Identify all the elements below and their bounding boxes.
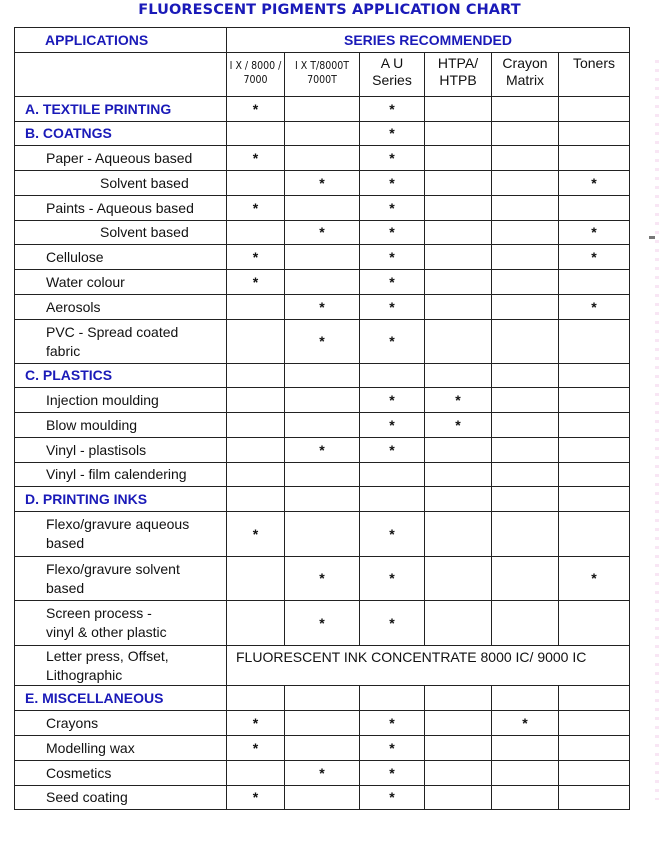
recommended-mark: * bbox=[559, 245, 630, 270]
scan-smudge bbox=[649, 236, 655, 239]
empty-cell bbox=[492, 388, 559, 413]
recommended-mark: * bbox=[360, 171, 425, 196]
table-row bbox=[15, 487, 630, 512]
empty-cell bbox=[559, 686, 630, 711]
empty-cell bbox=[285, 686, 360, 711]
application-label: PVC - Spread coated fabric bbox=[15, 320, 227, 364]
column-header-au-series: A U Series bbox=[360, 53, 425, 97]
recommended-mark: * bbox=[360, 295, 425, 320]
empty-cell bbox=[492, 196, 559, 221]
application-label: Water colour bbox=[15, 270, 227, 295]
empty-cell bbox=[285, 97, 360, 122]
recommended-mark: * bbox=[227, 146, 285, 171]
recommended-mark: * bbox=[227, 711, 285, 736]
empty-cell bbox=[227, 320, 285, 364]
application-label: Vinyl - film calendering bbox=[15, 463, 227, 487]
empty-cell bbox=[559, 512, 630, 557]
table-row bbox=[15, 295, 630, 320]
table-row bbox=[15, 270, 630, 295]
category-label: E. MISCELLANEOUS bbox=[15, 686, 227, 711]
empty-cell bbox=[285, 245, 360, 270]
recommended-mark: * bbox=[492, 711, 559, 736]
empty-cell bbox=[559, 487, 630, 512]
recommended-mark: * bbox=[425, 388, 492, 413]
empty-cell bbox=[559, 761, 630, 786]
column-header-toners: Toners bbox=[559, 53, 630, 97]
table-row bbox=[15, 320, 630, 364]
series-recommended-header: SERIES RECOMMENDED bbox=[227, 28, 630, 53]
recommended-mark: * bbox=[360, 761, 425, 786]
empty-cell bbox=[285, 388, 360, 413]
table-row bbox=[15, 601, 630, 646]
empty-cell bbox=[227, 122, 285, 146]
application-label: Cosmetics bbox=[15, 761, 227, 786]
table-row bbox=[15, 122, 630, 146]
empty-cell bbox=[425, 736, 492, 761]
table-row bbox=[15, 146, 630, 171]
empty-cell bbox=[425, 245, 492, 270]
empty-cell bbox=[492, 786, 559, 810]
empty-cell bbox=[360, 364, 425, 388]
table-row bbox=[15, 463, 630, 487]
table-row bbox=[15, 245, 630, 270]
table-row bbox=[15, 736, 630, 761]
empty-cell bbox=[492, 171, 559, 196]
application-chart-table bbox=[14, 27, 630, 810]
application-label: Blow moulding bbox=[15, 413, 227, 438]
empty-cell bbox=[227, 388, 285, 413]
application-label: Paints - Aqueous based bbox=[15, 196, 227, 221]
empty-cell bbox=[559, 320, 630, 364]
empty-cell bbox=[492, 736, 559, 761]
empty-cell bbox=[360, 487, 425, 512]
table-row bbox=[15, 646, 630, 686]
table-row bbox=[15, 557, 630, 601]
recommended-mark: * bbox=[360, 601, 425, 646]
recommended-mark: * bbox=[285, 557, 360, 601]
empty-cell bbox=[285, 122, 360, 146]
empty-cell bbox=[227, 295, 285, 320]
recommended-mark: * bbox=[360, 512, 425, 557]
recommended-mark: * bbox=[227, 97, 285, 122]
recommended-mark: * bbox=[360, 245, 425, 270]
empty-cell bbox=[559, 413, 630, 438]
empty-cell bbox=[425, 97, 492, 122]
empty-cell bbox=[425, 686, 492, 711]
empty-cell bbox=[425, 122, 492, 146]
recommended-mark: * bbox=[360, 438, 425, 463]
empty-cell bbox=[492, 487, 559, 512]
empty-cell bbox=[559, 364, 630, 388]
empty-cell bbox=[492, 761, 559, 786]
application-label: Injection moulding bbox=[15, 388, 227, 413]
empty-cell bbox=[425, 364, 492, 388]
empty-cell bbox=[559, 463, 630, 487]
recommended-mark: * bbox=[360, 97, 425, 122]
empty-cell bbox=[559, 736, 630, 761]
blank-header-cell bbox=[15, 53, 227, 97]
empty-cell bbox=[425, 786, 492, 810]
empty-cell bbox=[492, 512, 559, 557]
empty-cell bbox=[492, 320, 559, 364]
empty-cell bbox=[492, 97, 559, 122]
empty-cell bbox=[559, 97, 630, 122]
empty-cell bbox=[285, 736, 360, 761]
column-header-ixt-8000t-7000t: I X T/8000T 7000T bbox=[285, 53, 360, 97]
table-row bbox=[15, 97, 630, 122]
empty-cell bbox=[425, 512, 492, 557]
empty-cell bbox=[559, 270, 630, 295]
empty-cell bbox=[492, 364, 559, 388]
recommended-mark: * bbox=[360, 122, 425, 146]
empty-cell bbox=[559, 388, 630, 413]
table-row bbox=[15, 786, 630, 810]
category-label: B. COATNGS bbox=[15, 122, 227, 146]
recommended-mark: * bbox=[425, 413, 492, 438]
empty-cell bbox=[425, 438, 492, 463]
column-header-ix-8000-7000: I X / 8000 / 7000 bbox=[227, 53, 285, 97]
application-label: Solvent based bbox=[15, 171, 227, 196]
application-label: Aerosols bbox=[15, 295, 227, 320]
recommended-mark: * bbox=[227, 196, 285, 221]
table-row bbox=[15, 686, 630, 711]
empty-cell bbox=[425, 270, 492, 295]
table-row bbox=[15, 438, 630, 463]
recommended-mark: * bbox=[360, 221, 425, 245]
application-label: Modelling wax bbox=[15, 736, 227, 761]
empty-cell bbox=[425, 711, 492, 736]
empty-cell bbox=[227, 171, 285, 196]
application-label: Flexo/gravure solvent based bbox=[15, 557, 227, 601]
empty-cell bbox=[227, 761, 285, 786]
table-row bbox=[15, 196, 630, 221]
recommended-mark: * bbox=[285, 761, 360, 786]
empty-cell bbox=[425, 761, 492, 786]
recommended-mark: * bbox=[285, 295, 360, 320]
empty-cell bbox=[227, 463, 285, 487]
application-label: Paper - Aqueous based bbox=[15, 146, 227, 171]
empty-cell bbox=[559, 601, 630, 646]
column-header-row bbox=[15, 53, 630, 97]
empty-cell bbox=[425, 295, 492, 320]
table-row bbox=[15, 364, 630, 388]
empty-cell bbox=[559, 438, 630, 463]
recommended-mark: * bbox=[360, 711, 425, 736]
recommended-mark: * bbox=[360, 146, 425, 171]
empty-cell bbox=[227, 438, 285, 463]
application-label: Vinyl - plastisols bbox=[15, 438, 227, 463]
empty-cell bbox=[425, 171, 492, 196]
recommended-mark: * bbox=[227, 736, 285, 761]
recommended-mark: * bbox=[360, 270, 425, 295]
recommended-mark: * bbox=[360, 413, 425, 438]
recommended-mark: * bbox=[285, 171, 360, 196]
empty-cell bbox=[559, 146, 630, 171]
empty-cell bbox=[425, 557, 492, 601]
category-label: A. TEXTILE PRINTING bbox=[15, 97, 227, 122]
application-label: Screen process - vinyl & other plastic bbox=[15, 601, 227, 646]
recommended-mark: * bbox=[360, 196, 425, 221]
recommended-mark: * bbox=[285, 221, 360, 245]
category-label: D. PRINTING INKS bbox=[15, 487, 227, 512]
empty-cell bbox=[227, 601, 285, 646]
empty-cell bbox=[285, 711, 360, 736]
chart-title: FLUORESCENT PIGMENTS APPLICATION CHART bbox=[138, 2, 521, 18]
application-label: Solvent based bbox=[15, 221, 227, 245]
column-header-crayon-matrix: Crayon Matrix bbox=[492, 53, 559, 97]
empty-cell bbox=[285, 487, 360, 512]
recommended-mark: * bbox=[227, 245, 285, 270]
recommended-mark: * bbox=[285, 320, 360, 364]
application-label: Seed coating bbox=[15, 786, 227, 810]
recommended-mark: * bbox=[559, 295, 630, 320]
recommended-mark: * bbox=[559, 557, 630, 601]
recommended-mark: * bbox=[360, 388, 425, 413]
empty-cell bbox=[360, 686, 425, 711]
empty-cell bbox=[227, 487, 285, 512]
empty-cell bbox=[425, 601, 492, 646]
table-row bbox=[15, 388, 630, 413]
empty-cell bbox=[492, 122, 559, 146]
recommended-mark: * bbox=[360, 320, 425, 364]
empty-cell bbox=[285, 270, 360, 295]
recommended-mark: * bbox=[227, 270, 285, 295]
recommended-mark: * bbox=[559, 171, 630, 196]
empty-cell bbox=[425, 487, 492, 512]
table-row bbox=[15, 512, 630, 557]
empty-cell bbox=[425, 320, 492, 364]
table-row bbox=[15, 711, 630, 736]
application-label: Cellulose bbox=[15, 245, 227, 270]
empty-cell bbox=[285, 463, 360, 487]
application-label: Letter press, Offset, Lithographic bbox=[15, 646, 227, 686]
scan-edge-artifact bbox=[655, 60, 659, 800]
ink-concentrate-note: FLUORESCENT INK CONCENTRATE 8000 IC/ 9000 IC bbox=[227, 646, 630, 686]
application-label: Crayons bbox=[15, 711, 227, 736]
empty-cell bbox=[559, 786, 630, 810]
recommended-mark: * bbox=[285, 438, 360, 463]
empty-cell bbox=[227, 221, 285, 245]
empty-cell bbox=[227, 557, 285, 601]
empty-cell bbox=[285, 512, 360, 557]
empty-cell bbox=[492, 270, 559, 295]
empty-cell bbox=[559, 196, 630, 221]
header-row bbox=[15, 28, 630, 53]
empty-cell bbox=[492, 601, 559, 646]
category-label: C. PLASTICS bbox=[15, 364, 227, 388]
empty-cell bbox=[285, 146, 360, 171]
empty-cell bbox=[285, 364, 360, 388]
recommended-mark: * bbox=[559, 221, 630, 245]
empty-cell bbox=[425, 463, 492, 487]
empty-cell bbox=[492, 463, 559, 487]
empty-cell bbox=[285, 786, 360, 810]
recommended-mark: * bbox=[227, 512, 285, 557]
table-row bbox=[15, 171, 630, 196]
recommended-mark: * bbox=[360, 736, 425, 761]
empty-cell bbox=[559, 122, 630, 146]
empty-cell bbox=[425, 221, 492, 245]
application-label: Flexo/gravure aqueous based bbox=[15, 512, 227, 557]
recommended-mark: * bbox=[285, 601, 360, 646]
table-row bbox=[15, 221, 630, 245]
empty-cell bbox=[492, 686, 559, 711]
empty-cell bbox=[492, 295, 559, 320]
empty-cell bbox=[227, 413, 285, 438]
empty-cell bbox=[425, 146, 492, 171]
empty-cell bbox=[492, 557, 559, 601]
empty-cell bbox=[492, 221, 559, 245]
recommended-mark: * bbox=[360, 557, 425, 601]
empty-cell bbox=[227, 686, 285, 711]
empty-cell bbox=[285, 413, 360, 438]
recommended-mark: * bbox=[227, 786, 285, 810]
empty-cell bbox=[227, 364, 285, 388]
empty-cell bbox=[492, 438, 559, 463]
empty-cell bbox=[492, 245, 559, 270]
empty-cell bbox=[360, 463, 425, 487]
table-row bbox=[15, 761, 630, 786]
column-header-htpa-htpb: HTPA/ HTPB bbox=[425, 53, 492, 97]
empty-cell bbox=[559, 711, 630, 736]
empty-cell bbox=[285, 196, 360, 221]
recommended-mark: * bbox=[360, 786, 425, 810]
table-row bbox=[15, 413, 630, 438]
empty-cell bbox=[492, 413, 559, 438]
empty-cell bbox=[492, 146, 559, 171]
empty-cell bbox=[425, 196, 492, 221]
applications-header: APPLICATIONS bbox=[15, 28, 227, 53]
